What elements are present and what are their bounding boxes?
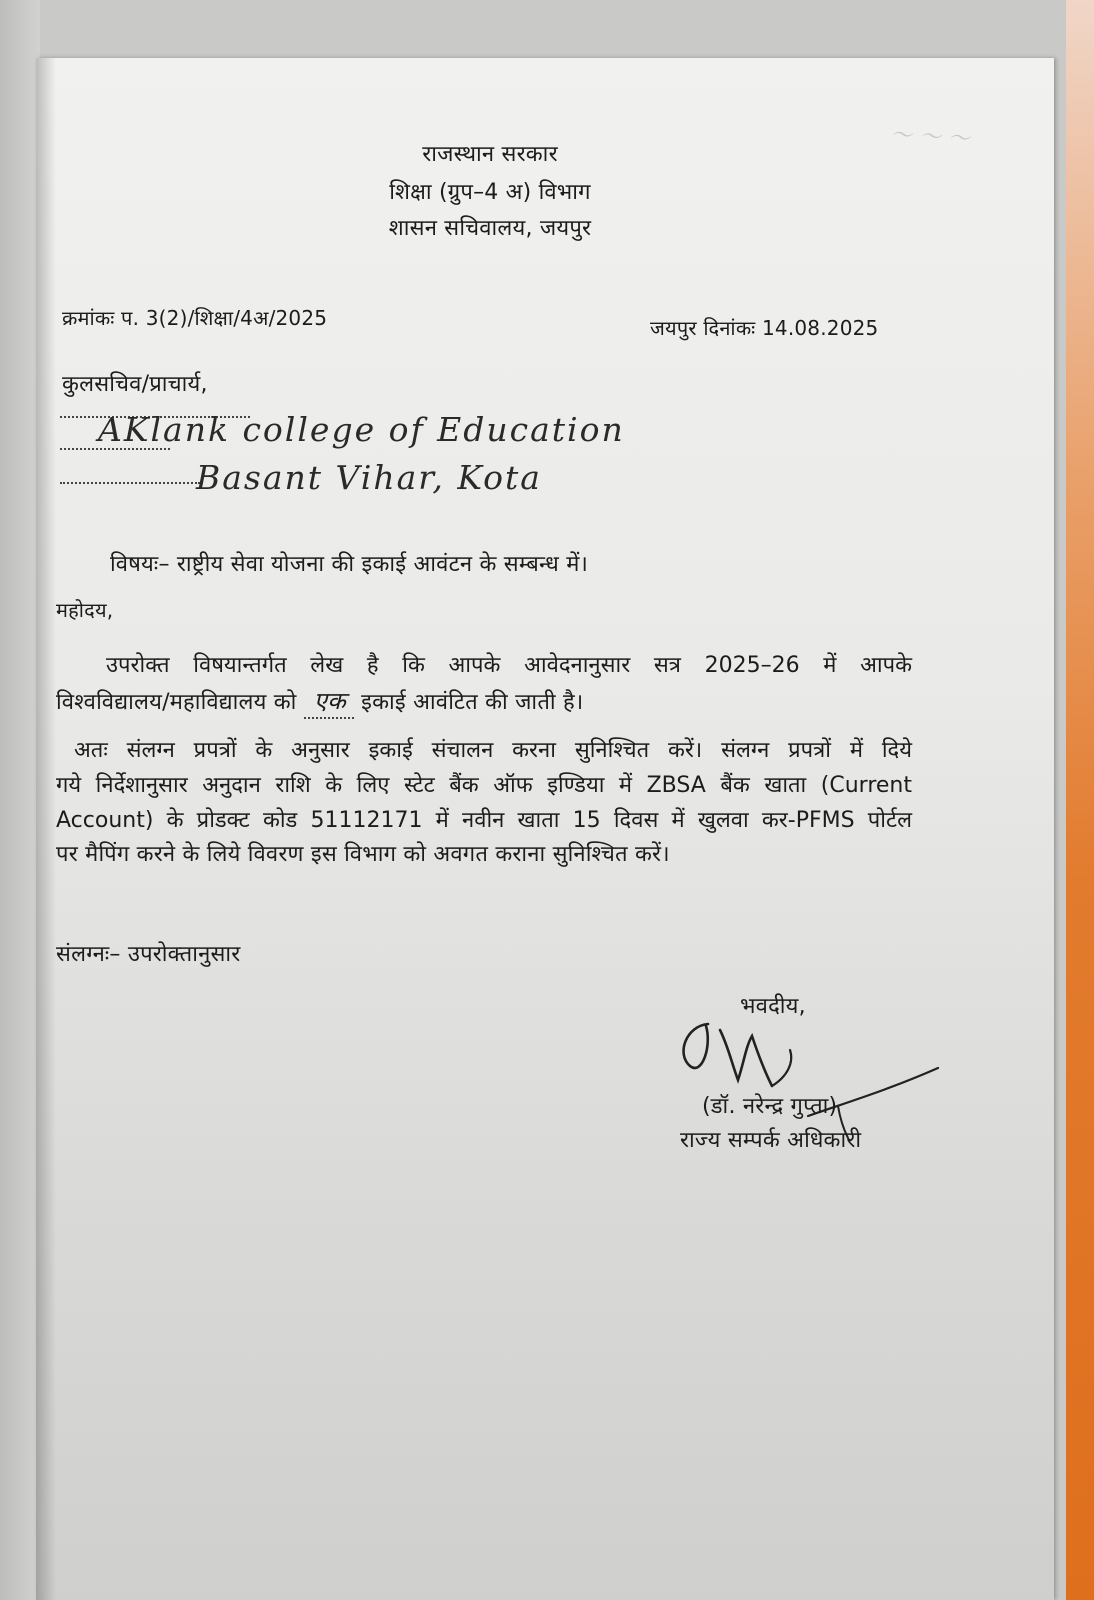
paragraph-2-line-1: अतः संलग्न प्रपत्रों के अनुसार इकाई संचालन करना सुनिश्चित करें। संलग्न प्रपत्रों में दिये xyxy=(74,738,912,763)
reference-number: क्रमांकः प. 3(2)/शिक्षा/4अ/2025 xyxy=(62,306,328,330)
header-line-1: राजस्थान सरकार xyxy=(422,142,558,167)
page-edge-shadow xyxy=(36,58,56,1600)
paragraph-2-line-2: गये निर्देशानुसार अनुदान राशि के लिए स्टेट बैंक ऑफ इण्डिया में ZBSA बैंक खाता (Current xyxy=(56,773,912,798)
header-line-2: शिक्षा (ग्रुप–4 अ) विभाग xyxy=(389,180,591,205)
paragraph-2-line-4: पर मैपिंग करने के लिये विवरण इस विभाग को अवगत कराना सुनिश्चित करें। xyxy=(56,842,670,867)
handwritten-college-name: AKlank college of Education xyxy=(98,410,625,449)
enclosure-note: संलग्नः– उपरोक्तानुसार xyxy=(56,942,241,967)
orange-surface-edge xyxy=(1066,0,1094,1600)
signatory-designation: राज्य सम्पर्क अधिकारी xyxy=(680,1128,862,1153)
salutation: महोदय, xyxy=(56,598,114,622)
paragraph-2-line-3: Account) के प्रोडक्ट कोड 51112171 में नवीन खाता 15 दिवस में खुलवा कर-PFMS पोर्टल xyxy=(56,808,912,833)
header-line-3: शासन सचिवालय, जयपुर xyxy=(388,216,592,241)
dotted-line xyxy=(60,482,200,484)
handwritten-college-address: Basant Vihar, Kota xyxy=(196,458,542,497)
paragraph-1-line-2-end: इकाई आवंटित की जाती है। xyxy=(361,690,584,715)
letter-date: जयपुर दिनांकः 14.08.2025 xyxy=(650,316,879,340)
paragraph-1-line-1: उपरोक्त विषयान्तर्गत लेख है कि आपके आवेदनानुसार सत्र 2025–26 में आपके xyxy=(106,653,912,678)
subject-line: विषयः– राष्ट्रीय सेवा योजना की इकाई आवंटन के सम्बन्ध में। xyxy=(110,552,589,577)
signatory-name: (डॉ. नरेन्द्र गुप्ता) xyxy=(702,1094,838,1119)
background-left xyxy=(0,0,40,1600)
closing-salutation: भवदीय, xyxy=(740,994,806,1019)
bleed-through-mark: ～ ～ ～ xyxy=(889,122,971,153)
paragraph-1-line-2-start: विश्वविद्यालय/महाविद्यालय को xyxy=(56,690,297,715)
addressee-title: कुलसचिव/प्राचार्य, xyxy=(62,372,208,397)
paragraph-1-line-2 xyxy=(56,684,583,719)
handwritten-unit-count: एक xyxy=(304,684,354,719)
